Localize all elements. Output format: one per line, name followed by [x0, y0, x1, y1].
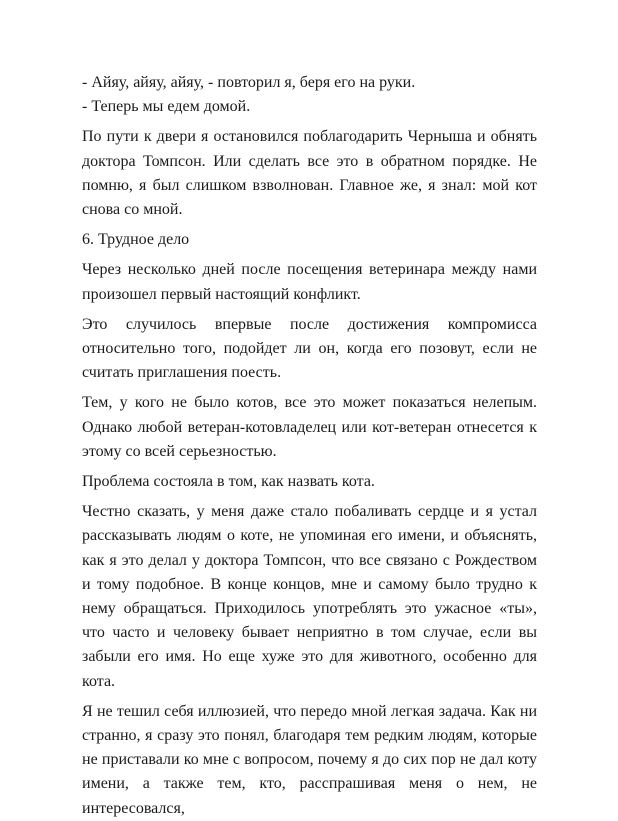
paragraph-veterans: Тем, у кого не было котов, все это может показаться нелепым. Однако любой ветеран-котовладелец или кот-ветеран отнесется к этому со всей серьезностью. — [82, 394, 537, 460]
paragraph-conflict: Через несколько дней после посещения ветеринара между нами произошел первый настоящий конфликт. — [82, 261, 537, 303]
paragraph-door: По пути к двери я остановился поблагодарить Черныша и обнять доктора Томпсон. Или сделать все это в обратном порядке. Не помню, я был слишком взволнован. Главное же, я знал: мой кот снова со мной. — [82, 128, 537, 219]
document-page — [82, 71, 537, 821]
dialogue-line-2: - Теперь мы едем домой. — [82, 98, 251, 116]
paragraph-illusion: Я не тешил себя иллюзией, что передо мной легкая задача. Как ни странно, я сразу это понял, благодаря тем редким людям, которые не приставали ко мне с вопросом, почему я до сих пор не дал коту имени, а также тем, кто, расспрашивая меня о нем, не интересовался, — [82, 702, 537, 817]
dialogue-line-1: - Айяу, айяу, айяу, - повторил я, беря его на руки. — [82, 74, 416, 91]
paragraph-problem: Проблема состояла в том, как назвать кота. — [82, 473, 375, 491]
paragraph-honestly: Честно сказать, у меня даже стало побаливать сердце и я устал рассказывать людям о коте, не упоминая его имени, и объяснять, как я это делал у доктора Томпсон, что все связано с Рождеством и тому подобное. В конце концов, мне и самому было трудно к нему обращаться. Приходилось употреблять это ужасное «ты», что часто и человеку бывает неприятно в том случае, если вы забыли его имя. Но еще хуже это для животного, особенно для кота. — [82, 503, 537, 690]
paragraph-compromise: Это случилось впервые после достижения компромисса относительно того, подойдет ли он, когда его позовут, если не считать приглашения поесть. — [82, 315, 537, 382]
chapter-heading: 6. Трудное дело — [82, 231, 190, 249]
